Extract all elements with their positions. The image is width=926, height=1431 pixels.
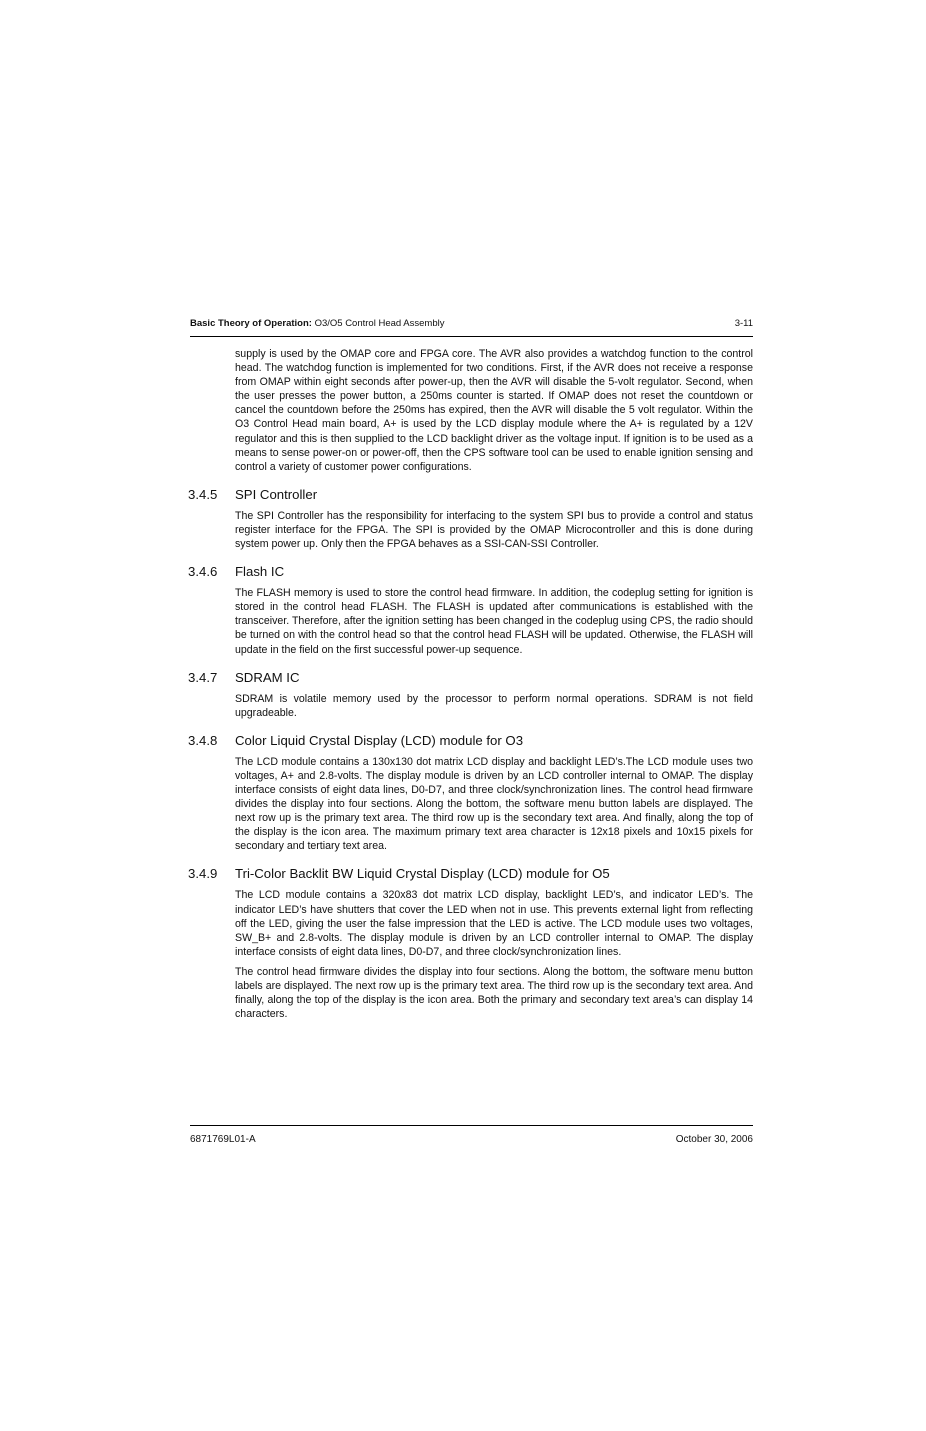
header-title bbox=[190, 317, 444, 331]
section-number: 3.4.8 bbox=[188, 732, 218, 748]
section-paragraph: The LCD module contains a 320x83 dot matrix LCD display, backlight LED’s, and indicator LED’s. The indicator LED’s have shutters that cover the LED when not in use. This prevents external light from reflecting off the LED, giving the user the false impression that the LED is active. The LCD module uses two voltages, SW_B+ and 2.8-volts. The display module is driven by an LCD controller internal to OMAP. The display interface consists of eight data lines, D0-D7, and three clock/synchronization lines. bbox=[235, 889, 753, 958]
section-title: Color Liquid Crystal Display (LCD) module for O3 bbox=[235, 732, 524, 748]
header-title-bold: Basic Theory of Operation: bbox=[190, 318, 312, 329]
section-title: Tri-Color Backlit BW Liquid Crystal Display (LCD) module for O5 bbox=[235, 866, 610, 882]
section-paragraph: The control head firmware divides the display into four sections. Along the bottom, the software menu button labels are displayed. The next row up is the primary text area. The third row up is the secondary text area. And finally, along the top of the display is the icon area. Both the primary and secondary text area’s can display 14 characters. bbox=[235, 965, 753, 1021]
page-header bbox=[190, 316, 753, 337]
section-number: 3.4.9 bbox=[188, 866, 218, 882]
section-number: 3.4.5 bbox=[188, 486, 218, 502]
footer-date: October 30, 2006 bbox=[675, 1134, 753, 1145]
header-title-rest: O3/O5 Control Head Assembly bbox=[311, 318, 445, 329]
section-title: Flash IC bbox=[235, 564, 285, 580]
intro-paragraph: supply is used by the OMAP core and FPGA core. The AVR also provides a watchdog function to the control head. The watchdog function is implemented for two conditions. First, if the AVR does not receive a response from OMAP within eight seconds after power-up, then the AVR will disable the 5-volt regulator. Second, when the user presses the power button, a 250ms counter is started. If OMAP does not reset the countdown or cancel the countdown before the 250ms has expired, then the AVR will disable the 5 volt regulator. Within the O3 Control Head main board, A+ is used by the LCD display module where the A+ is regulated by a 12V regulator and this is then supplied to the LCD backlight driver as the voltage input. If ignition is to be used as a means to sense power-on or power-off, then the CPS software tool can be used to enable ignition sensing and control a variety of customer power configurations. bbox=[235, 348, 753, 473]
section-paragraph: The SPI Controller has the responsibility for interfacing to the system SPI bus to provide a control and status register interface for the FPGA. The SPI is provided by the OMAP Microcontroller and this is done during system power up. Only then the FPGA behaves as a SSI-CAN-SSI Controller. bbox=[235, 509, 753, 551]
section-heading-3-4-7 bbox=[0, 667, 926, 689]
section-heading-3-4-9 bbox=[0, 863, 926, 885]
section-title: SDRAM IC bbox=[235, 669, 300, 685]
section-paragraph: The LCD module contains a 130x130 dot matrix LCD display and backlight LED’s.The LCD module uses two voltages, A+ and 2.8-volts. The display module is driven by an LCD controller internal to OMAP. The display interface consists of eight data lines, D0-D7, and three clock/synchronization lines. The control head firmware divides the display into four sections. Along the bottom, the software menu button labels are displayed. The next row up is the primary text area. The third row up is the secondary text area. And finally, along the top of the display is the icon area. The maximum primary text area character is 12x18 pixels and 10x15 pixels for secondary and tertiary text area. bbox=[235, 755, 753, 853]
section-heading-3-4-5 bbox=[0, 484, 926, 506]
section-paragraph: The FLASH memory is used to store the control head firmware. In addition, the codeplug setting for ignition is stored in the control head FLASH. The FLASH is updated after communications is established with the transceiver. Therefore, after the ignition setting has been changed in the codeplug using CPS, the radio should be turned on with the control head so that the control head FLASH will be updated. Otherwise, the FLASH will update in the field on the first successful power-up sequence. bbox=[235, 587, 753, 656]
section-heading-3-4-8 bbox=[0, 730, 926, 752]
section-number: 3.4.7 bbox=[188, 669, 218, 685]
section-title: SPI Controller bbox=[235, 486, 318, 502]
section-heading-3-4-6 bbox=[0, 561, 926, 583]
section-paragraph: SDRAM is volatile memory used by the processor to perform normal operations. SDRAM is not field upgradeable. bbox=[235, 692, 753, 719]
page-body bbox=[0, 347, 926, 1021]
footer-doc-number: 6871769L01-A bbox=[190, 1134, 256, 1145]
section-number: 3.4.6 bbox=[188, 564, 218, 580]
header-page-number: 3-11 bbox=[734, 318, 753, 329]
page-footer bbox=[190, 1125, 753, 1148]
